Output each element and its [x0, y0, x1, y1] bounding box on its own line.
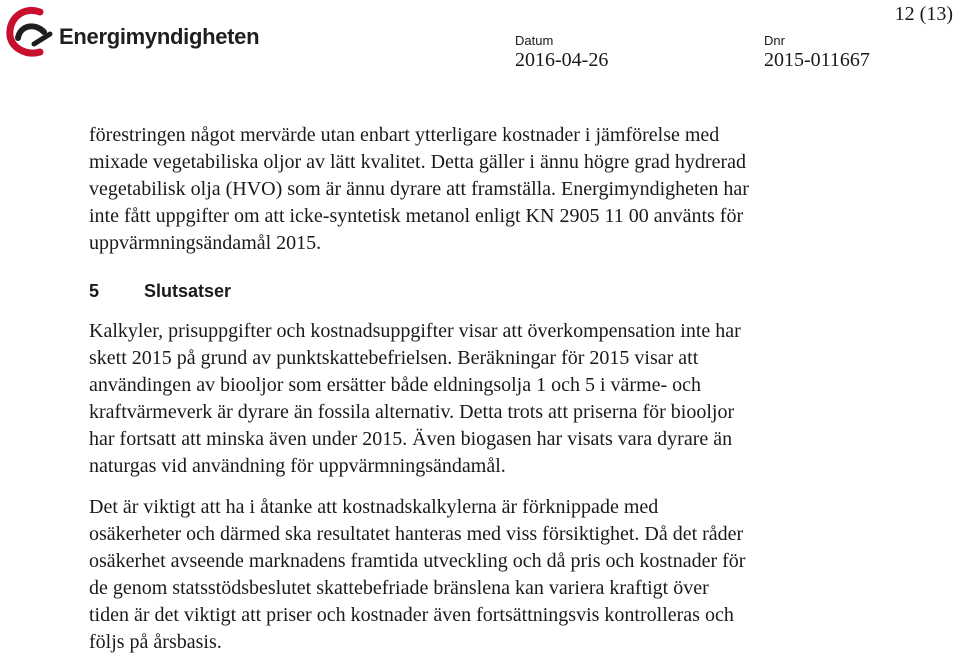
dnr-value: 2015-011667	[764, 49, 870, 71]
text-line: osäkerhet avseende marknadens framtida utveckling och då pris och kostnader för	[89, 550, 746, 572]
paragraph-3	[89, 494, 745, 656]
text-line: Det är viktigt att ha i åtanke att kostnadskalkylerna är förknippade med	[89, 496, 659, 518]
text-line: följs på årsbasis.	[89, 631, 222, 653]
text-line: uppvärmningsändamål 2015.	[89, 232, 322, 254]
text-line: Kalkyler, prisuppgifter och kostnadsuppgifter visar att överkompensation inte har	[89, 320, 741, 342]
section-title: Slutsatser	[144, 281, 232, 301]
text-line: tiden är det viktigt att priser och kostnader även fortsättningsvis kontrolleras och	[89, 604, 734, 626]
text-line: de genom statsstödsbeslutet skattebefriade bränslena kan variera kraftigt över	[89, 577, 709, 599]
energimyndigheten-logo	[4, 2, 259, 62]
paragraph-2	[89, 318, 741, 480]
text-line: osäkerheter och därmed ska resultatet hanteras med viss försiktighet. Då det råder	[89, 523, 744, 545]
text-line: förestringen något mervärde utan enbart ytterligare kostnader i jämförelse med	[89, 124, 720, 146]
text-line: naturgas vid användning för uppvärmningsändamål.	[89, 455, 506, 477]
text-line: mixade vegetabiliska oljor av lätt kvalitet. Detta gäller i ännu högre grad hydrerad	[89, 151, 746, 173]
text-line: kraftvärmeverk är dyrare än fossila alternativ. Detta trots att priserna för biooljor	[89, 401, 735, 423]
paragraph-1	[89, 122, 749, 257]
text-line: inte fått uppgifter om att icke-syntetisk metanol enligt KN 2905 11 00 använts för	[89, 205, 744, 227]
section-number: 5	[89, 281, 100, 301]
date-label: Datum	[515, 33, 554, 48]
logo-wordmark: Energimyndigheten	[59, 24, 260, 49]
text-line: skett 2015 på grund av punktskattebefrielsen. Beräkningar för 2015 visar att	[89, 347, 699, 369]
dnr-label: Dnr	[764, 33, 785, 48]
text-line: vegetabilisk olja (HVO) som är ännu dyrare att framställa. Energimyndigheten har	[89, 178, 749, 200]
section-heading	[89, 281, 231, 302]
logo-mark-icon	[4, 4, 56, 60]
date-value: 2016-04-26	[515, 49, 609, 71]
page-number: 12 (13)	[894, 3, 953, 25]
text-line: användingen av biooljor som ersätter både eldningsolja 1 och 5 i värme- och	[89, 374, 702, 396]
text-line: har fortsatt att minska även under 2015. Även biogasen har visats vara dyrare än	[89, 428, 733, 450]
